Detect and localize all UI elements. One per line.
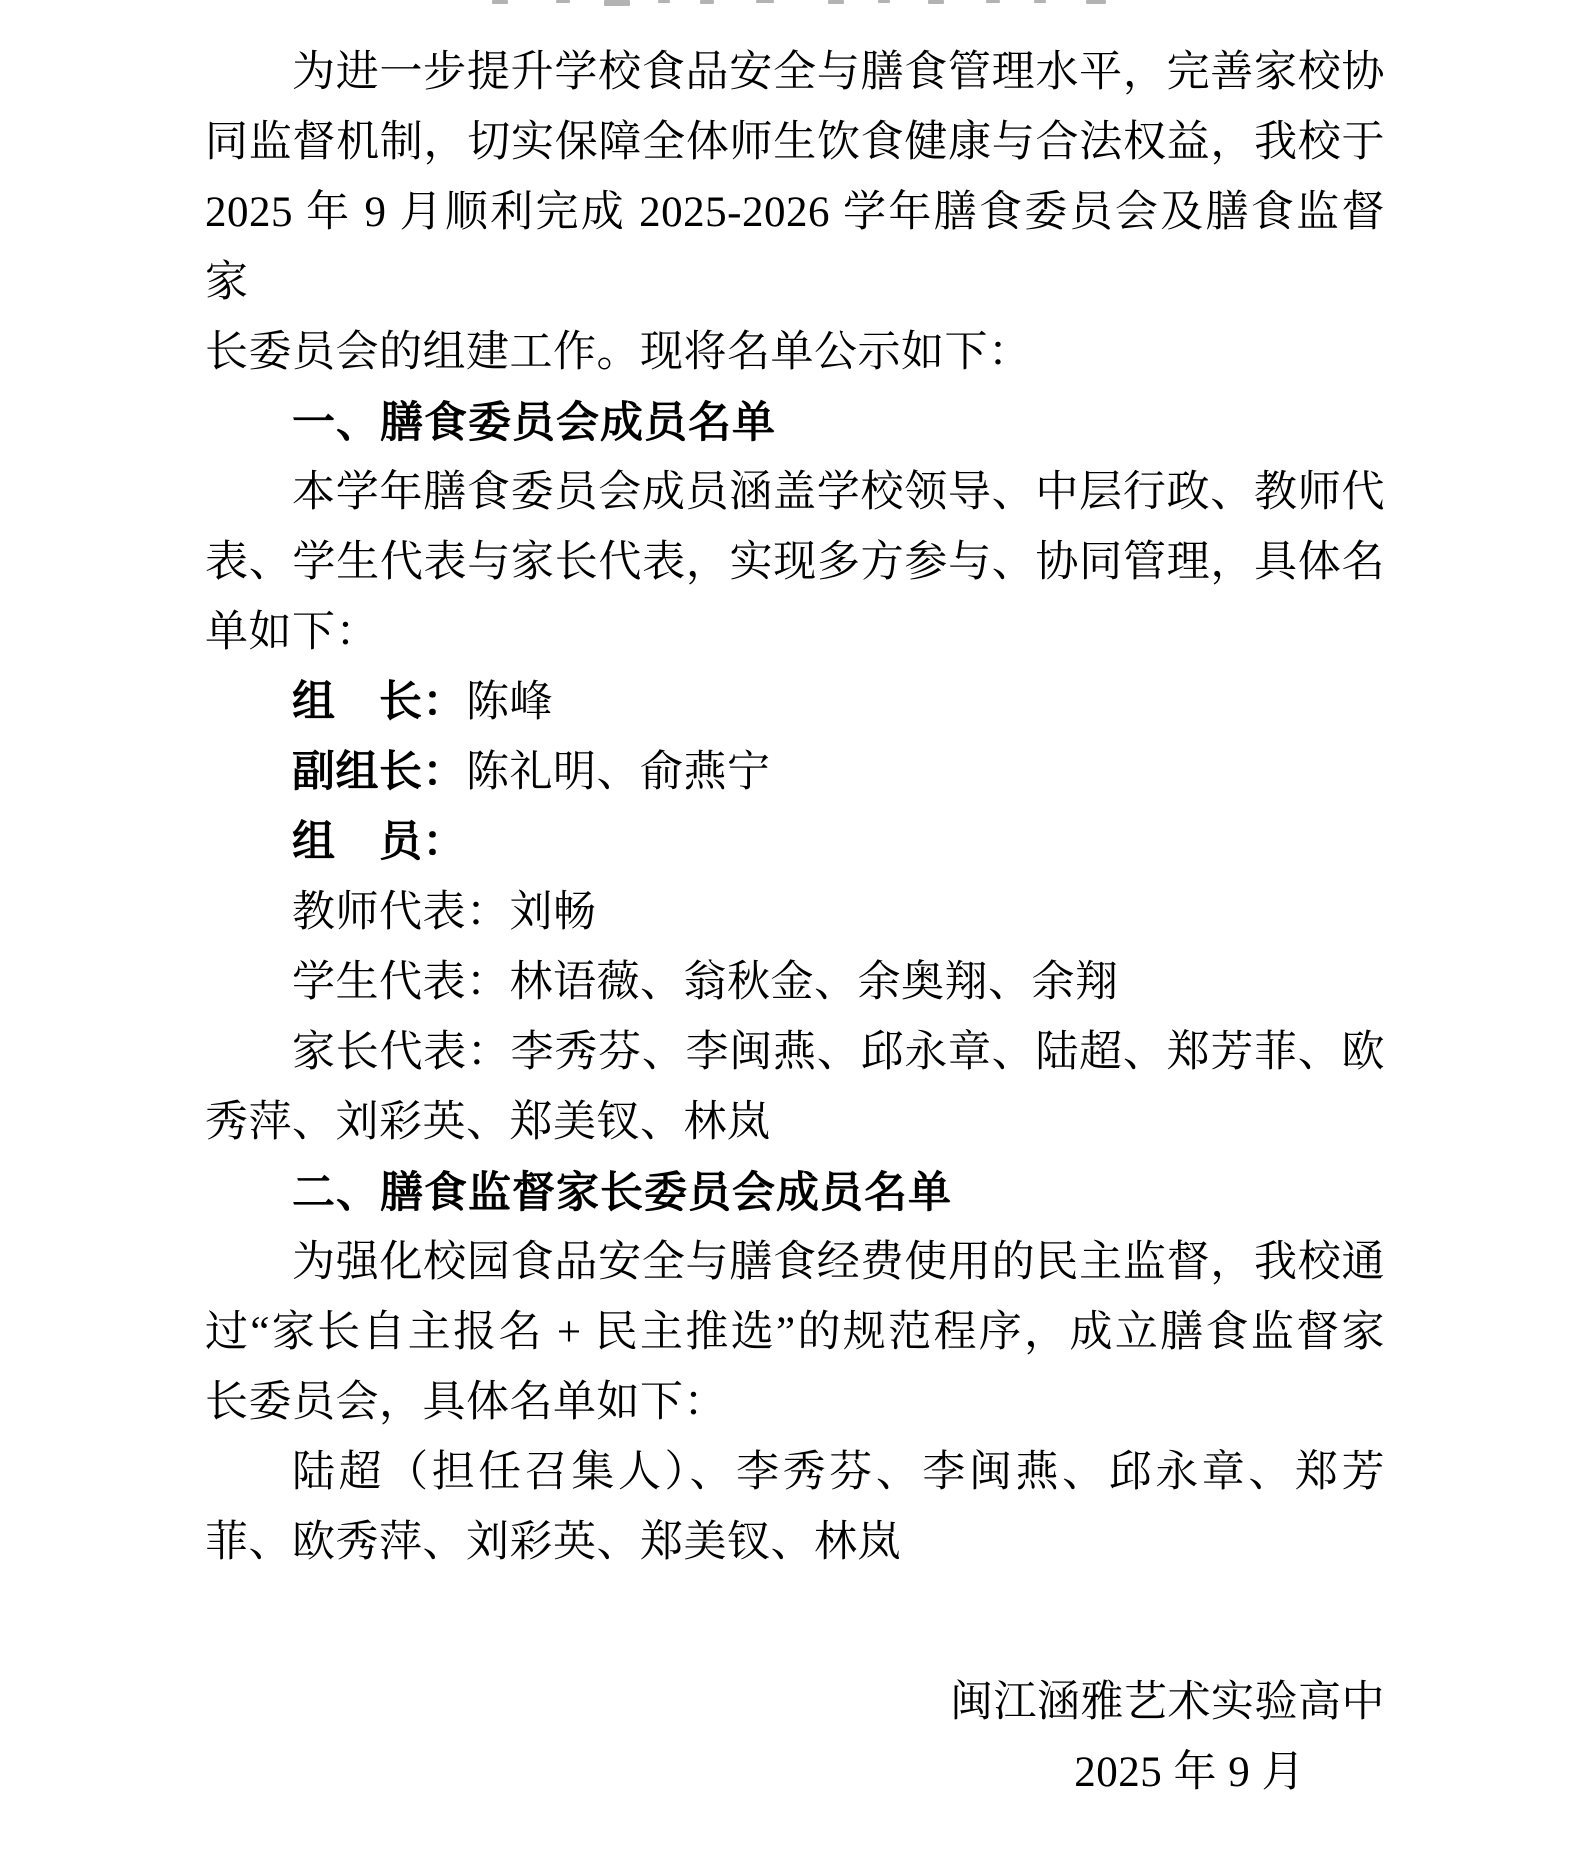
role-label: 学生代表： — [292, 959, 510, 1006]
role-row-members — [205, 808, 1385, 878]
section1-heading: 一、膳食委员会成员名单 — [292, 399, 776, 447]
role-label: 组 长： — [292, 679, 466, 726]
role-row-leader — [205, 668, 1385, 738]
section1-body-line: 表、学生代表与家长代表，实现多方参与、协同管理，具体名 — [205, 539, 1385, 586]
intro-line: 2025 年 9 月顺利完成 2025-2026 学年膳食委员会及膳食监督家 — [205, 189, 1385, 306]
role-label: 教师代表： — [292, 889, 510, 936]
signature-organization: 闽江涵雅艺术实验高中 — [950, 1679, 1385, 1726]
notice-body — [205, 38, 1385, 1808]
intro-line: 为进一步提升学校食品安全与膳食管理水平，完善家校协 — [292, 49, 1385, 96]
signature-block — [205, 1668, 1385, 1808]
role-label: 家长代表： — [292, 1029, 511, 1076]
role-row-deputy-leader — [205, 738, 1385, 808]
role-row-student-reps — [205, 948, 1385, 1018]
role-label: 副组长： — [292, 749, 466, 796]
role-value: 李秀芬、李闽燕、邱永章、陆超、郑芳菲、欧 — [510, 1029, 1386, 1076]
section2-body-line: 为强化校园食品安全与膳食经费使用的民主监督，我校通 — [292, 1239, 1385, 1286]
intro-line: 长委员会的组建工作。现将名单公示如下： — [205, 329, 1032, 376]
role-row-parent-reps — [205, 1018, 1385, 1088]
clipped-title-fragments — [0, 0, 1587, 10]
role-value: 刘畅 — [509, 889, 597, 936]
role-value: 林语薇、翁秋金、余奥翔、余翔 — [509, 959, 1119, 1006]
role-value: 陈峰 — [466, 679, 553, 726]
role-label: 组 员： — [292, 819, 466, 866]
signature-date: 2025 年 9 月 — [1074, 1749, 1305, 1796]
section1-body-line: 本学年膳食委员会成员涵盖学校领导、中层行政、教师代 — [292, 469, 1385, 516]
section2-body-line: 过“家长自主报名 + 民主推选”的规范程序，成立膳食监督家 — [205, 1309, 1385, 1356]
section2-member-line: 陆超（担任召集人）、李秀芬、李闽燕、邱永章、郑芳 — [292, 1449, 1385, 1496]
section1-body-line: 单如下： — [205, 609, 379, 656]
role-row-parent-reps-wrap: 秀萍、刘彩英、郑美钗、林岚 — [205, 1099, 771, 1146]
section2-member-line: 菲、欧秀萍、刘彩英、郑美钗、林岚 — [205, 1519, 901, 1566]
intro-line: 同监督机制，切实保障全体师生饮食健康与合法权益，我校于 — [205, 119, 1385, 166]
section2-body-line: 长委员会，具体名单如下： — [205, 1379, 727, 1426]
role-row-teacher-reps — [205, 878, 1385, 948]
role-value: 陈礼明、俞燕宁 — [466, 749, 771, 796]
section2-heading: 二、膳食监督家长委员会成员名单 — [292, 1169, 952, 1217]
